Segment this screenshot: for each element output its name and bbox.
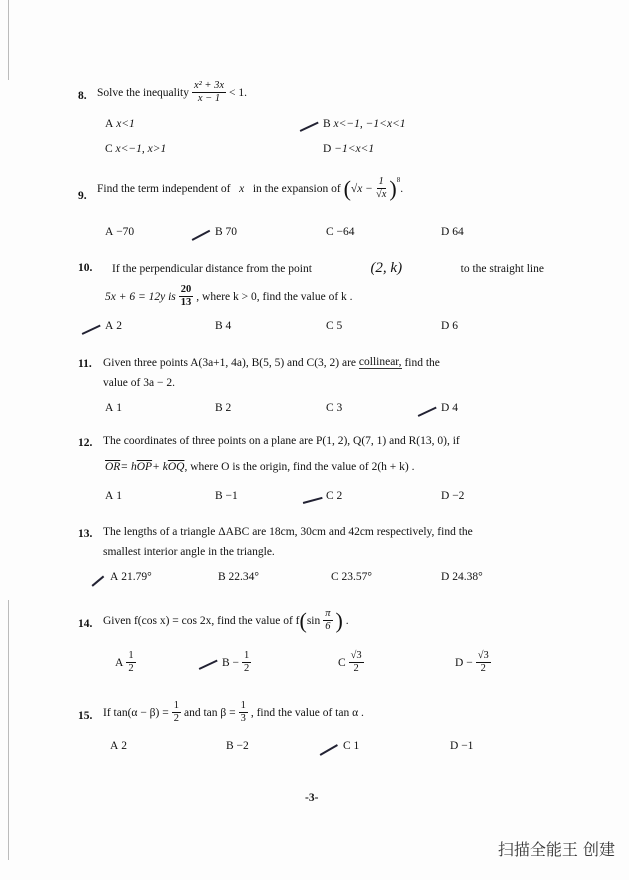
text: 6: [452, 320, 458, 332]
text: 21.79°: [121, 571, 152, 583]
math-part: [323, 608, 332, 633]
text: A: [105, 320, 114, 332]
fraction: [192, 80, 226, 105]
option-c[interactable]: [326, 320, 342, 332]
option-d[interactable]: [441, 490, 464, 502]
text: 2: [353, 663, 359, 674]
text: −2: [236, 740, 249, 752]
text: C: [338, 656, 346, 669]
text: 2: [128, 663, 134, 674]
option-b[interactable]: [218, 571, 259, 583]
text: √3: [350, 650, 362, 661]
option-a[interactable]: [105, 320, 122, 332]
text: −1: [225, 490, 238, 502]
text: 1: [378, 176, 384, 187]
text: x² + 3x: [193, 80, 225, 91]
text: , where O is the origin, find the value of 2(h + k) .: [184, 461, 415, 473]
text: −70: [116, 226, 135, 238]
math-part: ): [335, 607, 343, 633]
text: 2: [244, 663, 250, 674]
text: B: [215, 490, 223, 502]
text: B: [215, 402, 223, 414]
text: 2: [480, 663, 486, 674]
text: 1: [128, 650, 134, 661]
option-a[interactable]: [110, 740, 127, 752]
text: 20: [180, 284, 192, 295]
math-part: [376, 176, 386, 201]
text: π: [325, 608, 331, 619]
scanner-watermark: 扫描全能王 创建: [497, 840, 615, 859]
text: −: [466, 656, 473, 669]
option-d[interactable]: [441, 571, 483, 583]
question-number: 11.: [78, 358, 92, 370]
question-14: [103, 608, 349, 633]
answer-tick-mark: [418, 407, 437, 417]
math-part: [476, 650, 491, 675]
text: D: [323, 143, 332, 155]
text: B: [323, 118, 331, 130]
question-number: 12.: [78, 437, 93, 449]
math-part: (: [343, 175, 351, 201]
text: C: [326, 402, 334, 414]
option-c[interactable]: [105, 143, 166, 155]
text: 23.57°: [341, 571, 373, 583]
text: to the straight line: [460, 262, 544, 275]
option-d[interactable]: [441, 320, 458, 332]
text: −64: [336, 226, 355, 238]
option-b[interactable]: [215, 490, 238, 502]
option-d[interactable]: [441, 402, 458, 414]
math-part: (: [299, 607, 307, 633]
page-edge: [8, 0, 9, 80]
math-part: [239, 700, 248, 725]
math-part: [349, 650, 364, 675]
answer-tick-mark: [320, 744, 338, 755]
option-d[interactable]: [450, 740, 473, 752]
text: D: [441, 320, 450, 332]
option-a[interactable]: [105, 490, 122, 502]
option-c[interactable]: [331, 571, 372, 583]
option-a[interactable]: [110, 571, 152, 583]
text: C: [331, 571, 339, 583]
page-edge: [8, 600, 9, 860]
option-b[interactable]: [215, 402, 231, 414]
text: + k: [152, 461, 168, 473]
text: A: [105, 118, 114, 130]
text: .: [400, 182, 404, 195]
math-part: [126, 650, 135, 675]
text: 2: [336, 490, 343, 502]
option-c[interactable]: [326, 490, 342, 502]
option-b[interactable]: [323, 118, 406, 130]
text: C: [326, 490, 334, 502]
text: x<1: [116, 118, 135, 130]
text: 4: [225, 320, 232, 332]
text: C: [326, 226, 334, 238]
text: D: [441, 402, 450, 414]
text: $\overline{OR}$: [105, 461, 121, 473]
text: 2: [121, 740, 127, 752]
option-d[interactable]: [455, 650, 494, 675]
question-13: The lengths of a triangle ΔABC are 18cm, 30cm and 42cm respectively, find the: [103, 526, 473, 538]
option-c[interactable]: [343, 740, 359, 752]
option-b[interactable]: [222, 650, 254, 675]
question-text: Find the term independent of: [97, 182, 231, 195]
option-d[interactable]: [441, 226, 464, 238]
option-c[interactable]: [326, 402, 342, 414]
answer-tick-mark: [92, 576, 104, 587]
question-text: < 1.: [229, 86, 248, 99]
text: 13: [180, 297, 192, 308]
text: 5x + 6 = 12y is: [105, 290, 176, 303]
answer-tick-mark: [199, 660, 218, 670]
text: C: [326, 320, 334, 332]
text: 1: [240, 700, 246, 711]
text: x<−1, −1<x<1: [333, 118, 406, 130]
text: $\overline{OQ}$: [167, 461, 185, 473]
text: 1: [116, 402, 122, 414]
question-12-line2: [105, 461, 415, 473]
text: −1<x<1: [334, 143, 375, 155]
text: A: [110, 740, 119, 752]
text: A: [115, 656, 124, 669]
text: and tan β =: [183, 706, 236, 719]
text: √3: [477, 650, 489, 661]
text: A: [105, 402, 114, 414]
text: 22.34°: [228, 571, 260, 583]
text: B: [222, 656, 230, 669]
question-9: [97, 176, 403, 201]
option-a[interactable]: [105, 226, 134, 238]
question-text: Solve the inequality: [97, 86, 189, 99]
text: collinear,: [358, 356, 402, 368]
option-b[interactable]: [215, 226, 237, 238]
text: 8: [396, 176, 401, 184]
text: If the perpendicular distance from the point: [112, 262, 312, 275]
text: 2: [173, 713, 179, 724]
option-a[interactable]: [115, 650, 139, 675]
text: sin: [306, 614, 321, 627]
question-11-line2: value of 3a − 2.: [103, 377, 175, 389]
text: √x −: [350, 182, 373, 195]
text: −: [232, 656, 240, 669]
question-number: 9.: [78, 190, 87, 202]
question-12: The coordinates of three points on a plane are P(1, 2), Q(7, 1) and R(13, 0), if: [103, 435, 460, 447]
text: 4: [452, 402, 458, 414]
answer-tick-mark: [192, 230, 210, 241]
text: x: [239, 182, 245, 195]
text: in the expansion of: [252, 182, 341, 195]
question-number: 15.: [78, 710, 93, 722]
text: A: [105, 226, 114, 238]
text: A: [105, 490, 114, 502]
math-part: [172, 700, 181, 725]
math-part: ): [389, 175, 397, 201]
text: = h: [120, 461, 137, 473]
text: D: [455, 656, 464, 669]
text: x − 1: [197, 93, 221, 104]
text: 70: [225, 226, 238, 238]
option-a[interactable]: [105, 118, 135, 130]
text: x<−1, x>1: [115, 143, 167, 155]
text: 24.38°: [452, 571, 483, 583]
question-8: [97, 80, 247, 105]
text: 5: [336, 320, 343, 332]
text: 6: [325, 621, 331, 632]
answer-tick-mark: [300, 122, 319, 132]
text: 3: [336, 402, 343, 414]
question-10: [112, 260, 544, 277]
text: 2: [225, 402, 232, 414]
text: D: [450, 740, 459, 752]
text: Given f(cos x) = cos 2x, find the value of f: [103, 614, 300, 627]
text: find the: [404, 356, 440, 369]
text: .: [345, 614, 349, 627]
text: B: [226, 740, 234, 752]
option-b[interactable]: [215, 320, 231, 332]
question-number: 10.: [78, 262, 93, 274]
math-part: [179, 284, 194, 309]
text: 1: [353, 740, 360, 752]
text: B: [215, 320, 223, 332]
text: 1: [116, 490, 122, 502]
option-b[interactable]: [226, 740, 249, 752]
question-10-line2: [105, 284, 353, 309]
option-a[interactable]: [105, 402, 122, 414]
text: $\overline{OP}$: [136, 461, 153, 473]
text: If tan(α − β) =: [103, 706, 169, 719]
text: D: [441, 571, 450, 583]
text: , find the value of tan α .: [250, 706, 364, 719]
text: A: [110, 571, 119, 583]
question-13-line2: smallest interior angle in the triangle.: [103, 546, 275, 558]
text: 64: [452, 226, 464, 238]
math-part: [242, 650, 251, 675]
text: B: [218, 571, 226, 583]
text: −1: [461, 740, 474, 752]
question-15: [103, 700, 364, 725]
text: C: [343, 740, 351, 752]
question-number: 14.: [78, 618, 93, 630]
option-c[interactable]: [338, 650, 367, 675]
answer-tick-mark: [303, 497, 323, 504]
text: C: [105, 143, 113, 155]
option-c[interactable]: [326, 226, 355, 238]
text: (2, k): [370, 260, 403, 276]
text: Given three points A(3a+1, 4a), B(5, 5) and C(3, 2) are: [103, 356, 357, 369]
question-11: [103, 356, 440, 369]
option-d[interactable]: [323, 143, 374, 155]
text: , where k > 0, find the value of k .: [196, 290, 353, 303]
text: D: [441, 490, 450, 502]
text: 2: [116, 320, 122, 332]
text: 1: [173, 700, 179, 711]
text: D: [441, 226, 450, 238]
text: √x: [375, 189, 387, 200]
answer-tick-mark: [82, 325, 101, 335]
text: B: [215, 226, 223, 238]
text: 1: [244, 650, 250, 661]
question-number: 8.: [78, 90, 87, 102]
text: −2: [452, 490, 465, 502]
page-number: -3-: [305, 792, 319, 804]
question-number: 13.: [78, 528, 93, 540]
text: 3: [240, 713, 246, 724]
